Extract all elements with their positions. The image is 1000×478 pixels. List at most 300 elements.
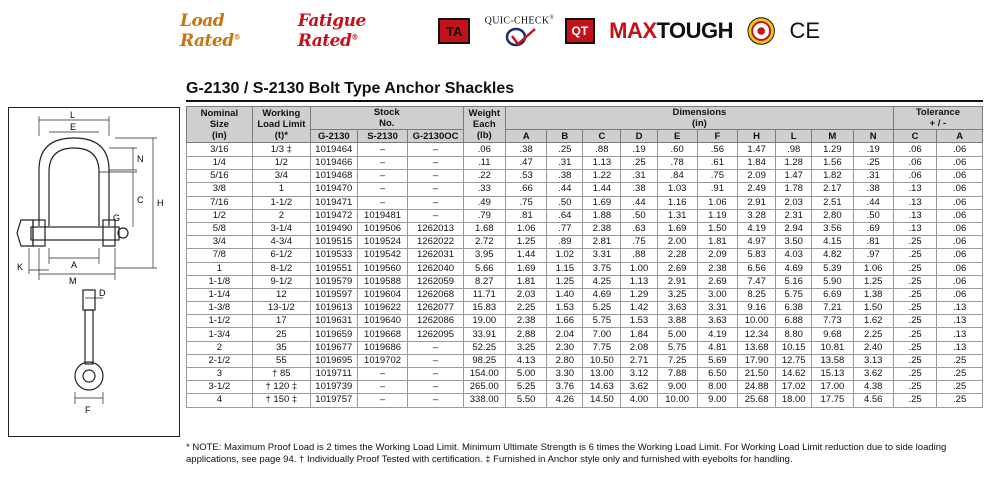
table-cell: .61 [697,157,737,170]
table-cell: 5.25 [583,302,621,315]
table-cell: .98 [776,143,812,157]
table-cell: 5.69 [697,354,737,367]
dim-label-a: A [71,260,78,270]
table-cell: 7/8 [187,249,253,262]
header-weight-each: Weight Each (lb) [463,107,505,143]
table-cell: 18.00 [776,394,812,407]
table-cell: 2.72 [463,236,505,249]
table-cell: 1019551 [310,262,357,275]
table-cell: 4.82 [812,249,853,262]
table-cell: – [357,196,408,209]
table-cell: 2.09 [697,249,737,262]
table-cell: 2.38 [583,222,621,235]
table-cell: 9.00 [657,381,697,394]
table-cell: 2.88 [505,328,546,341]
table-cell: – [357,170,408,183]
table-cell: 1019464 [310,143,357,157]
table-cell: 3 [187,368,253,381]
table-cell: 1019472 [310,209,357,222]
table-cell: 1.56 [812,157,853,170]
table-cell: 7.75 [583,341,621,354]
table-row [187,183,983,196]
table-cell: 1019686 [357,341,408,354]
table-cell: 3.30 [547,368,583,381]
table-cell: 2.25 [505,302,546,315]
dim-label-c: C [137,195,144,205]
table-cell: 1.31 [657,209,697,222]
table-cell: 1.53 [621,315,657,328]
table-cell: 1019695 [310,354,357,367]
table-cell: .06 [893,143,936,157]
table-cell: .25 [893,236,936,249]
table-row [187,394,983,407]
table-cell: 1019515 [310,236,357,249]
table-cell: 3.31 [583,249,621,262]
table-cell: 1019466 [310,157,357,170]
table-cell: .31 [621,170,657,183]
table-cell: 6.38 [776,302,812,315]
table-cell: .38 [547,170,583,183]
table-cell: 1019677 [310,341,357,354]
table-cell: 5.75 [583,315,621,328]
table-row [187,222,983,235]
header-dim-l: L [776,130,812,143]
table-cell: 15.13 [812,368,853,381]
table-row [187,341,983,354]
table-cell: 1019739 [310,381,357,394]
table-cell: 1.22 [583,170,621,183]
table-cell: .25 [547,143,583,157]
table-cell: 1.40 [547,288,583,301]
table-cell: 2.17 [812,183,853,196]
table-row [187,354,983,367]
table-cell: 8.80 [776,328,812,341]
header-dim-f: F [697,130,737,143]
table-cell: 1.29 [621,288,657,301]
table-row [187,381,983,394]
table-cell: 17 [252,315,310,328]
table-cell: .06 [937,222,983,235]
table-cell: – [408,368,463,381]
table-cell: 1.78 [776,183,812,196]
table-cell: – [408,183,463,196]
shackle-diagram [9,108,179,436]
table-cell: 1 [187,262,253,275]
table-cell: .06 [937,209,983,222]
table-cell: 6-1/2 [252,249,310,262]
table-cell: † 120 ‡ [252,381,310,394]
header-dim-n: N [853,130,893,143]
table-cell: 1019560 [357,262,408,275]
table-cell: 5.00 [657,328,697,341]
table-cell: .33 [463,183,505,196]
table-cell: 33.91 [463,328,505,341]
table-cell: .19 [621,143,657,157]
table-cell: .06 [937,170,983,183]
table-cell: .06 [937,157,983,170]
table-cell: 2.71 [621,354,657,367]
table-cell: – [408,341,463,354]
table-cell: 1019622 [357,302,408,315]
table-cell: 1.84 [738,157,776,170]
table-cell: 1.44 [505,249,546,262]
header-dim-a: A [505,130,546,143]
table-cell: 9-1/2 [252,275,310,288]
table-cell: 17.75 [812,394,853,407]
table-cell: 2.00 [657,236,697,249]
table-cell: 1019597 [310,288,357,301]
table-cell: 9.16 [738,302,776,315]
header-dim-e: E [657,130,697,143]
header-dimensions: Dimensions (in) [505,107,893,130]
table-cell: 5.90 [812,275,853,288]
table-cell: 1.42 [621,302,657,315]
table-cell: 1.82 [812,170,853,183]
table-cell: 4.81 [697,341,737,354]
table-cell: 3.12 [621,368,657,381]
table-row [187,288,983,301]
table-cell: 2.31 [776,209,812,222]
table-cell: 2.03 [505,288,546,301]
table-cell: 2 [252,209,310,222]
table-cell: 13.00 [583,368,621,381]
table-cell: .84 [657,170,697,183]
table-cell: 1019604 [357,288,408,301]
table-cell: 1.02 [547,249,583,262]
table-cell: .60 [657,143,697,157]
table-row [187,236,983,249]
table-row [187,328,983,341]
table-cell: – [408,170,463,183]
table-cell: 7.88 [657,368,697,381]
table-cell: 6.50 [697,368,737,381]
table-cell: 4.38 [853,381,893,394]
dim-label-e: E [70,122,77,132]
table-cell: 8.27 [463,275,505,288]
qt-logo: QT [565,18,595,44]
table-cell: 11.71 [463,288,505,301]
table-cell: 3.76 [547,381,583,394]
table-cell: 2.28 [657,249,697,262]
table-cell: 7.21 [812,302,853,315]
table-cell: .81 [853,236,893,249]
table-cell: .25 [893,394,936,407]
table-cell: 8.25 [738,288,776,301]
fatigue-rated-logo: Fatigue Rated® [297,11,366,51]
header-stock-g-2130oc: G-2130OC [408,130,463,143]
table-cell: .25 [893,288,936,301]
table-cell: 8.00 [697,381,737,394]
table-cell: 1.15 [547,262,583,275]
table-cell: 1.47 [776,170,812,183]
table-cell: 1.06 [853,262,893,275]
table-cell: 2.30 [547,341,583,354]
dim-label-d: D [99,288,106,298]
table-cell: 4 [187,394,253,407]
table-cell: – [408,209,463,222]
table-cell: – [408,143,463,157]
table-cell: 4.15 [812,236,853,249]
header-dim-d: D [621,130,657,143]
brand-logo-strip [180,11,820,51]
header-stock-s-2130: S-2130 [357,130,408,143]
table-cell: .13 [893,222,936,235]
table-cell: 1019757 [310,394,357,407]
table-cell: 3-1/4 [252,222,310,235]
table-cell: 3/16 [187,143,253,157]
table-cell: 1.62 [853,315,893,328]
table-cell: 3-1/2 [187,381,253,394]
table-cell: 4.19 [738,222,776,235]
table-cell: .13 [937,315,983,328]
table-cell: 52.25 [463,341,505,354]
table-cell: .81 [505,209,546,222]
table-cell: 2.80 [812,209,853,222]
table-cell: 4.97 [738,236,776,249]
table-cell: 1262086 [408,315,463,328]
table-cell: 1 [252,183,310,196]
table-cell: 1.66 [547,315,583,328]
table-cell: 2.49 [738,183,776,196]
table-cell: 13.68 [738,341,776,354]
table-cell: 8-1/2 [252,262,310,275]
table-cell: – [357,394,408,407]
table-cell: 3.25 [505,341,546,354]
table-cell: 1.53 [547,302,583,315]
table-row [187,209,983,222]
table-cell: 2 [187,341,253,354]
table-cell: 2-1/2 [187,354,253,367]
table-cell: 1.88 [583,209,621,222]
table-cell: 7.25 [657,354,697,367]
table-cell: .53 [505,170,546,183]
table-cell: 4.25 [583,275,621,288]
table-cell: 2.69 [657,262,697,275]
table-cell: – [357,143,408,157]
table-cell: 1.03 [657,183,697,196]
table-cell: 1.47 [738,143,776,157]
table-cell: .13 [937,302,983,315]
table-cell: 2.08 [621,341,657,354]
table-cell: 1019533 [310,249,357,262]
table-cell: 7.73 [812,315,853,328]
table-cell: 1.44 [583,183,621,196]
table-cell: .06 [937,288,983,301]
table-cell: .69 [853,222,893,235]
ce-mark-logo: CE [789,18,820,43]
table-cell: 2.91 [738,196,776,209]
table-cell: 1.29 [812,143,853,157]
table-cell: .64 [547,209,583,222]
table-cell: 1-3/8 [187,302,253,315]
header-stock-no: Stock No. [310,107,463,130]
table-cell: 1.19 [697,209,737,222]
table-cell: 1.13 [583,157,621,170]
table-cell: 10.81 [812,341,853,354]
table-cell: 1262040 [408,262,463,275]
table-cell: 17.00 [812,381,853,394]
table-cell: 3.56 [812,222,853,235]
table-cell: 5.75 [776,288,812,301]
table-cell: 1019506 [357,222,408,235]
table-cell: .06 [937,275,983,288]
table-cell: .78 [657,157,697,170]
table-cell: .89 [547,236,583,249]
table-cell: 338.00 [463,394,505,407]
table-cell: .13 [893,196,936,209]
table-cell: 9.68 [812,328,853,341]
table-cell: .25 [937,354,983,367]
table-row [187,157,983,170]
table-cell: 98.25 [463,354,505,367]
table-cell: 1019471 [310,196,357,209]
table-cell: .25 [893,341,936,354]
table-cell: .25 [853,157,893,170]
table-cell: 1.06 [505,222,546,235]
table-cell: 1.13 [621,275,657,288]
table-cell: 154.00 [463,368,505,381]
table-row [187,302,983,315]
table-cell: 1.50 [853,302,893,315]
table-cell: † 85 [252,368,310,381]
table-cell: 2.91 [657,275,697,288]
table-cell: 2.81 [583,236,621,249]
table-cell: .13 [893,209,936,222]
table-cell: 17.90 [738,354,776,367]
table-cell: 1019613 [310,302,357,315]
maxtough-logo: MAXTOUGH [609,18,734,43]
table-cell: 1.69 [505,262,546,275]
table-cell: 4.19 [697,328,737,341]
table-cell: .25 [893,381,936,394]
ta-logo: TA [438,18,470,44]
table-cell: 1019631 [310,315,357,328]
header-dim-c: C [583,130,621,143]
table-cell: 10.00 [738,315,776,328]
table-cell: 3.63 [697,315,737,328]
table-cell: .91 [697,183,737,196]
table-cell: 25.68 [738,394,776,407]
table-cell: .06 [937,196,983,209]
table-cell: .25 [893,354,936,367]
title-underline [186,100,983,102]
table-cell: 19.00 [463,315,505,328]
table-cell: 1/4 [187,157,253,170]
table-cell: 3.88 [657,315,697,328]
table-cell: .77 [547,222,583,235]
table-cell: 1262068 [408,288,463,301]
table-cell: 14.50 [583,394,621,407]
table-cell: 1/3 ‡ [252,143,310,157]
dim-label-h: H [157,198,164,208]
table-cell: 5.66 [463,262,505,275]
table-cell: .88 [583,143,621,157]
table-cell: 2.94 [776,222,812,235]
table-cell: 1019640 [357,315,408,328]
table-cell: 5/8 [187,222,253,235]
footnote: * NOTE: Maximum Proof Load is 2 times the Working Load Limit. Minimum Ultimate Strength is 6 times the Working Load Limit. For Working Load Limit reduction due to side loading applications, see page 94. † Individually Proof Tested with certification. ‡ Furnished in Anchor style only and furnished with eyebolts for handling. [186,442,947,465]
table-cell: – [408,354,463,367]
table-cell: .19 [853,143,893,157]
seal-logo [747,16,775,46]
table-cell: 17.02 [776,381,812,394]
table-cell: 2.40 [853,341,893,354]
table-cell: .06 [937,143,983,157]
table-cell: 1262059 [408,275,463,288]
table-cell: 35 [252,341,310,354]
table-cell: 4.69 [583,288,621,301]
table-cell: .56 [697,143,737,157]
table-row [187,249,983,262]
table-cell: 1262077 [408,302,463,315]
table-cell: .44 [547,183,583,196]
dim-label-f: F [85,405,91,415]
table-row [187,275,983,288]
table-cell: .06 [937,249,983,262]
table-cell: 10.50 [583,354,621,367]
table-cell: .06 [893,170,936,183]
table-cell: 13.58 [812,354,853,367]
table-cell: .63 [621,222,657,235]
table-cell: 3.62 [621,381,657,394]
table-cell: 3.75 [583,262,621,275]
table-cell: 265.00 [463,381,505,394]
table-cell: .13 [893,183,936,196]
table-cell: – [357,183,408,196]
table-cell: .97 [853,249,893,262]
table-cell: 4-3/4 [252,236,310,249]
table-cell: .75 [621,236,657,249]
table-cell: .38 [853,183,893,196]
table-cell: 6.56 [738,262,776,275]
table-cell: 1019490 [310,222,357,235]
quic-check-q-icon [502,27,538,47]
table-cell: .25 [937,381,983,394]
table-cell: .25 [893,275,936,288]
table-cell: 5.83 [738,249,776,262]
table-cell: 1019711 [310,368,357,381]
table-cell: 4.26 [547,394,583,407]
table-cell: 4.03 [776,249,812,262]
table-cell: .06 [937,236,983,249]
table-cell: 3.63 [657,302,697,315]
table-cell: 1019468 [310,170,357,183]
table-cell: .88 [621,249,657,262]
table-row [187,262,983,275]
table-cell: 1019702 [357,354,408,367]
table-cell: 5.39 [812,262,853,275]
table-cell: – [408,381,463,394]
header-working-load-limit: Working Load Limit (t)* [252,107,310,143]
table-cell: .38 [505,143,546,157]
spec-table-body [187,143,983,408]
table-cell: 1019542 [357,249,408,262]
table-cell: 1.25 [505,236,546,249]
table-cell: 2.51 [812,196,853,209]
table-cell: .25 [621,157,657,170]
table-cell: .25 [893,302,936,315]
table-cell: 10.15 [776,341,812,354]
table-cell: 2.69 [697,275,737,288]
table-cell: 3.28 [738,209,776,222]
table-cell: .47 [505,157,546,170]
table-cell: .44 [621,196,657,209]
table-cell: 1262095 [408,328,463,341]
table-cell: 1019668 [357,328,408,341]
table-cell: – [408,157,463,170]
table-cell: 1.00 [621,262,657,275]
table-cell: .06 [463,143,505,157]
